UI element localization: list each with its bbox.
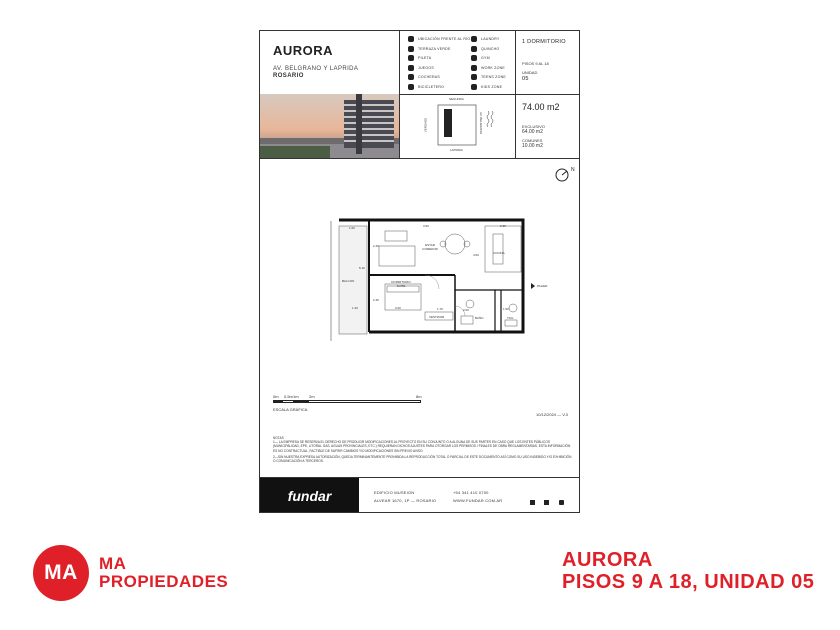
scale-tick: 8m: [416, 394, 422, 399]
building-photo-image: [260, 94, 399, 158]
note-1: 1— LA EMPRESA SE RESERVA EL DERECHO DE PRODUCIR MODIFICACIONES AL PROYECTO EN SU CONJUNTO O A ALGUNA DE SUS PARTES EN CASO QUE LOS ENTES PÚBLICOS (MUNICIPALIDAD, EPE, LITORAL GAS, AGUAS PROVINCIALES, ETC.) REQUIERAN DICHOS AJUSTES PARA OTORGAR LOS PERMISOS / FINALES DE OBRA REGLAMENTARIAS. ESTA INFORMACIÓN ES NO CONTRACTUAL, FACTIBLE DE SUFRIR CAMBIOS Y/O MODIFICACIONES SIN PREVIO AVISO.: [273, 440, 571, 453]
room-bedroom: DORMITORIO SUITE: [391, 280, 411, 288]
car-icon: [408, 74, 414, 80]
svg-text:N: N: [571, 167, 575, 173]
amenity-item: JUEGOS: [408, 65, 463, 75]
listing-title-line1: AURORA: [562, 549, 653, 571]
dim-label: 5.10: [359, 266, 365, 270]
dim-label: 2.45: [373, 244, 379, 248]
amenity-item: BICICLETERO: [408, 84, 463, 94]
dim-label: 2.00: [463, 308, 469, 312]
dim-label: 1.70: [437, 307, 443, 311]
revision-date: 10/12/2024 — V.3: [536, 412, 568, 417]
map-label-right: AV. BELGRANO: [478, 112, 483, 134]
amenities-left: [408, 36, 471, 93]
kids-icon: [471, 84, 477, 90]
project-address: AV. BELGRANO Y LAPRIDA: [273, 66, 359, 72]
scale-tick: 0.5m: [284, 394, 293, 399]
amenities-right: [471, 36, 515, 93]
scale-bar-segment: [273, 400, 283, 403]
scale-bar-segment: [293, 400, 309, 403]
scale-tick: 2m: [309, 394, 315, 399]
dim-label: 2.35: [500, 224, 506, 228]
dim-label: 1.60: [349, 226, 355, 230]
floor-plan-sheet: [259, 30, 580, 513]
amenity-item: KIDS ZONE: [471, 84, 515, 94]
social-icons: [530, 492, 570, 510]
footer-web: WWW.FUNDAR.COM.AR: [453, 498, 503, 503]
bike-icon: [408, 84, 414, 90]
project-title: AURORA: [273, 43, 334, 58]
room-toilet: TOIL: [507, 316, 514, 320]
brand-logo: MA: [33, 545, 89, 601]
total-area: 74.00 m2: [522, 102, 560, 112]
unit-number: 05: [522, 76, 529, 82]
building-photo: [260, 94, 399, 158]
room-bath: BAÑO: [475, 316, 484, 320]
grill-icon: [471, 46, 477, 52]
room-living: ESTAR COMEDOR: [422, 243, 438, 251]
map-label-top: SEGUNDA: [449, 97, 464, 101]
project-city: ROSARIO: [273, 73, 304, 79]
gym-icon: [471, 55, 477, 61]
amenity-item: GYM: [471, 55, 515, 65]
unit-label: UNIDAD: [522, 70, 538, 75]
notes-title: NOTAS: [273, 436, 284, 440]
unit-floors: PISOS 9 AL 18: [522, 61, 549, 66]
dim-label: 2.45: [373, 298, 379, 302]
legal-notes: [273, 436, 573, 463]
exclusive-area: 64.00 m2: [522, 129, 543, 135]
brand-name: [99, 555, 228, 591]
dim-label: 3.90: [423, 224, 429, 228]
amenity-item: PILETA: [408, 55, 463, 65]
instagram-icon[interactable]: [559, 500, 564, 505]
scale-label: ESCALA GRÁFICA: [273, 407, 308, 412]
site-map: [400, 95, 514, 157]
amenity-item: QUINCHO: [471, 46, 515, 56]
dim-label: 4.60: [473, 253, 479, 257]
footer-phone: +54 341 410 0700: [453, 490, 489, 495]
exclusive-label: EXCLUSIVO: [522, 124, 545, 129]
room-kitchen: COCINA: [493, 251, 505, 255]
twitter-icon[interactable]: [544, 500, 549, 505]
work-icon: [471, 65, 477, 71]
room-landing: PALIER: [537, 284, 548, 288]
map-label-bottom: LAPRIDA: [450, 148, 463, 152]
footer-office: ALVEAR 1670, 1P — ROSARIO: [374, 498, 437, 503]
footer-building: EDIFICIO MUSEION: [374, 490, 415, 495]
dim-label: 3.00: [395, 306, 401, 310]
terrace-icon: [408, 46, 414, 52]
north-arrow-icon: [553, 165, 577, 188]
facebook-icon[interactable]: [530, 500, 535, 505]
common-label: COMUNES: [522, 138, 543, 143]
teens-icon: [471, 74, 477, 80]
sheet-footer: [260, 477, 579, 513]
listing-title: [562, 549, 814, 593]
floor-plan: [325, 216, 548, 341]
brand-name-line2: PROPIEDADES: [99, 572, 229, 591]
note-2: 2—SIN NUESTRA EXPRESA AUTORIZACIÓN, QUEDA TERMINANTEMENTE PROHIBIDA LA REPRODUCCIÓN TOTAL O PARCIAL DE ESTE DOCUMENTO ASÍ COMO SU USO INDEBIDO Y/O EXHIBICIÓN O COMUNICACIÓN A TERCEROS.: [273, 454, 572, 464]
scale-tick: 0m: [273, 394, 279, 399]
amenity-item: TEENS ZONE: [471, 74, 515, 84]
floor-plan-drawing: [325, 216, 535, 341]
amenity-item: LAUNDRY: [471, 36, 515, 46]
header-divider: [260, 158, 580, 159]
amenity-item: UBICACIÓN FRENTE AL RÍO: [408, 36, 463, 46]
unit-type: 1 DORMITORIO: [522, 39, 566, 45]
amenity-item: COCHERAS: [408, 74, 463, 84]
map-label-left: VERSAGE: [423, 117, 428, 133]
games-icon: [408, 65, 414, 71]
brand-name-line1: MA: [99, 554, 127, 573]
pool-icon: [408, 55, 414, 61]
laundry-icon: [471, 36, 477, 42]
room-closet: VESTIDOR: [429, 315, 445, 319]
amenity-item: WORK ZONE: [471, 65, 515, 75]
dim-label: 1.50: [503, 307, 509, 311]
room-balcony: BALCON: [342, 279, 355, 283]
developer-logo: fundar: [260, 478, 359, 513]
amenity-item: TERRAZA VERDE: [408, 46, 463, 56]
listing-title-line2: PISOS 9 A 18, UNIDAD 05: [562, 571, 815, 593]
common-area: 10.00 m2: [522, 143, 543, 149]
river-icon: [408, 36, 414, 42]
scale-tick: 1m: [293, 394, 299, 399]
dim-label: 1.40: [352, 306, 358, 310]
